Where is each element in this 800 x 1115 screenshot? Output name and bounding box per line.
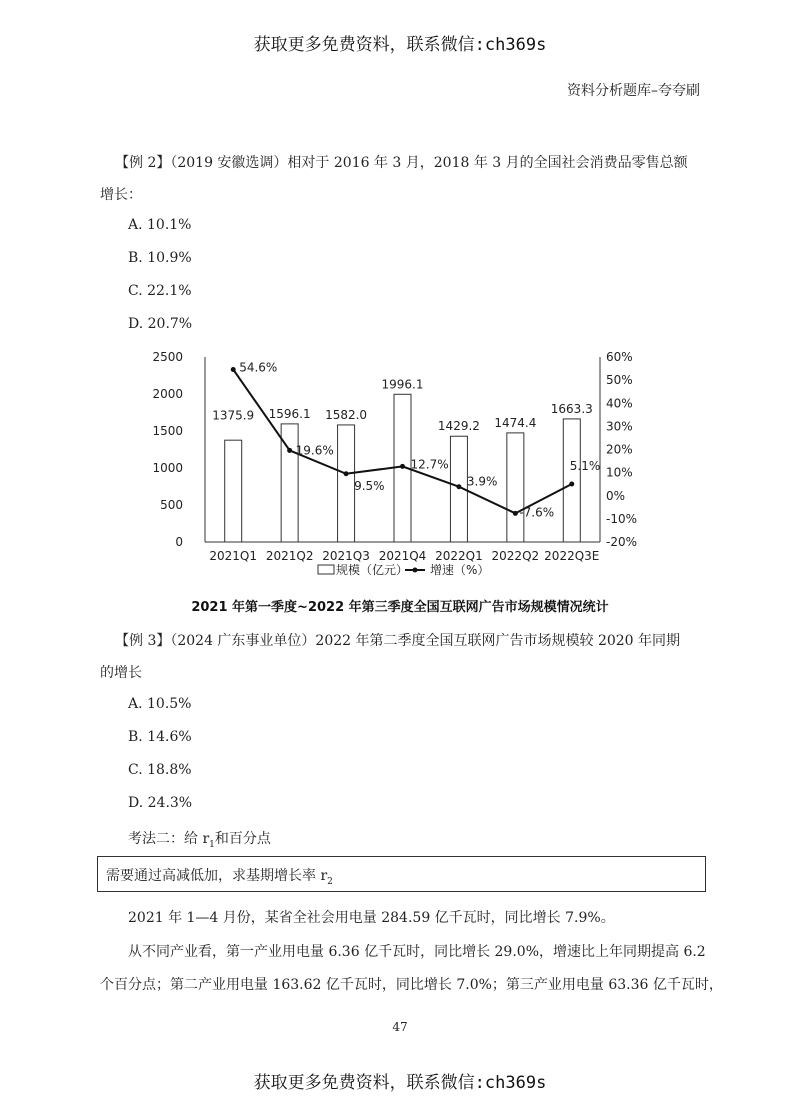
growth-point [456,484,461,489]
note-prefix: 需要通过高减低加，求基期增长率 r [106,868,328,884]
page-number: 47 [392,1020,408,1034]
chart-legend [318,562,489,577]
example3-question-line2: 的增长 [100,665,142,681]
bar-value-label: 1474.4 [494,415,537,430]
combo-chart [150,340,650,590]
bar-value-label: 1663.3 [550,401,593,416]
y-right-tick-label: 60% [606,350,633,364]
growth-point [344,471,349,476]
legend-bar-label: 规模（亿元） [336,563,409,577]
example3-option-b: B. 14.6% [128,729,192,745]
growth-point [569,481,574,486]
y-right-tick-label: 0% [606,488,626,503]
growth-point [287,448,292,453]
example3-option-c: C. 18.8% [128,762,192,778]
y-right-tick-label: -20% [606,535,638,549]
paragraph-1: 2021 年 1—4 月份，某省全社会用电量 284.59 亿千瓦时，同比增长 7.9%。 [128,910,615,926]
page-header: 资料分析题库–夸夸刷 [567,83,700,99]
example3-option-d: D. 24.3% [128,795,193,811]
y-right-tick-label: -10% [606,511,638,526]
example2-option-c: C. 22.1% [128,283,192,299]
method2-prefix: 考法二：给 r [128,831,210,847]
paragraph-2-line1: 从不同产业看，第一产业用电量 6.36 亿千瓦时，同比增长 29.0%，增速比上年同期提高 6.2 [128,944,706,960]
growth-point [513,511,518,516]
line-value-label: -7.6% [519,505,555,520]
x-tick-label: 2021Q1 [209,549,258,563]
x-tick-label: 2021Q2 [265,549,314,563]
chart-title: 2021 年第一季度~2022 年第三季度全国互联网广告市场规模情况统计 [191,600,609,615]
y-right-tick-label: 40% [606,396,633,411]
line-value-label: 5.1% [569,458,601,473]
legend-bar-swatch [318,565,334,574]
y-right-tick-label: 50% [606,373,633,388]
example2-option-d: D. 20.7% [128,316,193,332]
y-right-tick-label: 30% [606,419,633,434]
bar-value-label: 1582.0 [325,407,368,422]
bar-value-label: 1596.1 [268,406,311,421]
example2-option-b: B. 10.9% [128,250,192,266]
line-value-label: 3.9% [466,474,498,489]
bar [563,419,580,542]
note-box [97,856,706,892]
legend-line-label: 增速（%） [430,563,490,577]
x-tick-label: 2021Q3 [322,549,370,563]
x-tick-label: 2022Q3E [544,549,600,563]
y-left-tick-label: 1000 [152,461,183,475]
method2-heading [128,828,271,850]
bar-value-label: 1429.2 [437,419,480,434]
note-box-text [106,865,333,887]
example2-option-a: A. 10.1% [128,217,192,233]
line-value-label: 19.6% [295,443,334,458]
y-left-tick-label: 500 [160,498,183,512]
watermark-top: 获取更多免费资料，联系微信:ch369s [253,35,547,55]
example3-question-line1: 【例 3】（2024 广东事业单位）2022 年第二季度全国互联网广告市场规模较 2020 年同期 [115,633,681,649]
y-left-tick-label: 1500 [152,424,183,438]
y-left-tick-label: 2500 [152,350,183,364]
growth-point [231,367,236,372]
growth-point [400,464,405,469]
method2-suffix: 和百分点 [214,831,271,847]
x-tick-label: 2021Q4 [378,549,427,563]
bar [507,433,524,542]
y-right-tick-label: 20% [606,442,633,457]
y-right-tick-label: 10% [606,465,633,480]
watermark-bottom: 获取更多免费资料，联系微信:ch369s [253,1073,547,1093]
bar-value-label: 1375.9 [212,408,255,423]
method2-subscript: 1 [209,839,215,850]
line-value-label: 54.6% [239,360,278,375]
example3-option-a: A. 10.5% [128,696,192,712]
legend-line-marker [413,568,418,573]
paragraph-2-line2: 个百分点；第二产业用电量 163.62 亿千瓦时，同比增长 7.0%；第三产业用电量 63.36 亿千瓦时， [100,977,723,993]
bar-value-label: 1996.1 [381,377,424,392]
y-left-tick-label: 2000 [152,387,183,401]
y-left-tick-label: 0 [175,535,183,549]
x-tick-label: 2022Q2 [491,549,540,563]
line-value-label: 9.5% [354,478,385,493]
line-value-label: 12.7% [410,457,449,472]
example2-question-line2: 增长： [100,187,142,203]
example2-question-line1: 【例 2】（2019 安徽选调）相对于 2016 年 3 月，2018 年 3 月的全国社会消费品零售总额 [115,155,688,171]
bar [225,440,242,542]
x-tick-label: 2022Q1 [435,549,483,563]
bar [338,425,355,542]
note-subscript: 2 [327,876,333,887]
